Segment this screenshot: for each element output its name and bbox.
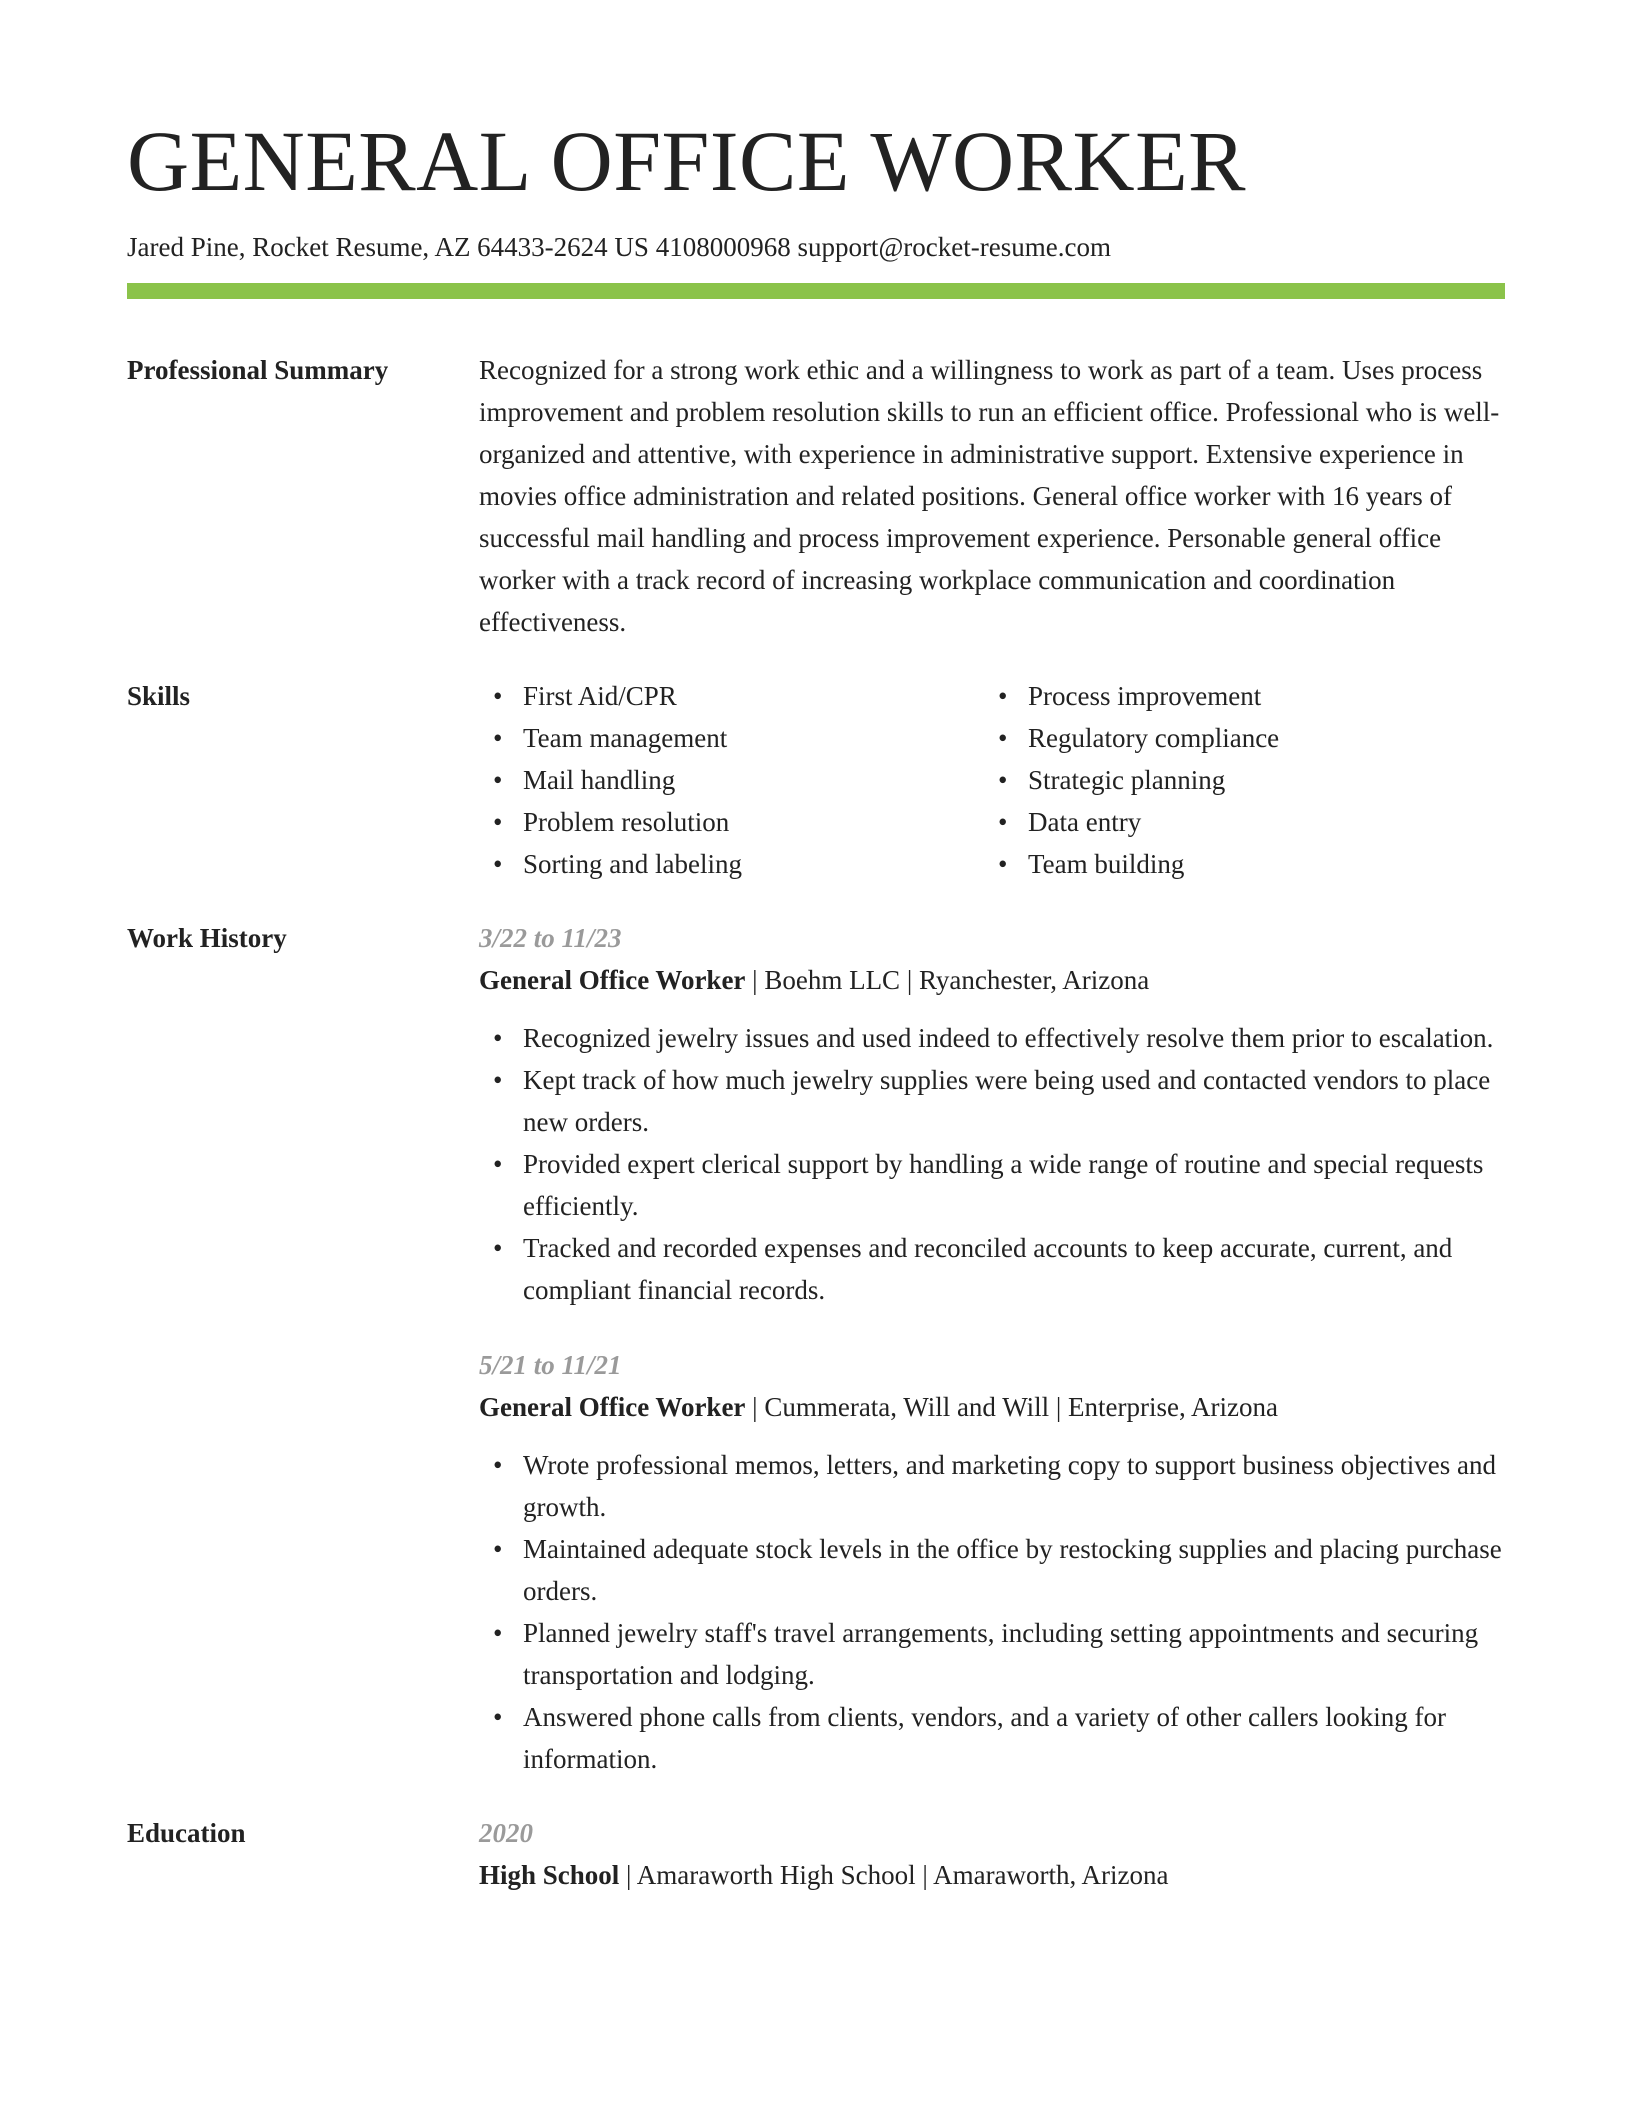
skills-section (127, 675, 1505, 885)
job-bullets (479, 1444, 1505, 1780)
skill-item: • Data entry (1028, 801, 1489, 843)
education-line (479, 1854, 1505, 1896)
skill-item: • Team building (1028, 843, 1489, 885)
job-title-line (479, 1386, 1505, 1428)
skills-columns (479, 675, 1505, 885)
contact-line: Jared Pine, Rocket Resume, AZ 64433-2624 US 4108000968 support@rocket-resume.com (127, 232, 1111, 262)
job-bullet: • Maintained adequate stock levels in the office by restocking supplies and placing purchase orders. (523, 1528, 1505, 1612)
education-school-location: | Amaraworth High School | Amaraworth, Arizona (619, 1860, 1169, 1891)
education-section (127, 1812, 1505, 1896)
skill-item: • Strategic planning (1028, 759, 1489, 801)
summary-title: Professional Summary (127, 355, 389, 386)
summary-text: Recognized for a strong work ethic and a willingness to work as part of a team. Uses process improvement and problem resolution skills to run an efficient office. Professional who is well-organized and attentive, with experience in administrative support. Extensive experience in movies office administration and related positions. General office worker with 16 years of successful mail handling and process improvement experience. Personable general office worker with a track record of increasing workplace communication and coordination effectiveness. (479, 355, 1500, 638)
job-bullet: • Recognized jewelry issues and used indeed to effectively resolve them prior to escalation. (523, 1017, 1505, 1059)
job-role: General Office Worker (479, 965, 746, 996)
skill-item: • Team management (523, 717, 984, 759)
resume-name-heading: GENERAL OFFICE WORKER (127, 113, 1246, 209)
summary-section (127, 349, 1505, 643)
job-dates: 5/21 to 11/21 (479, 1350, 622, 1381)
job-role: General Office Worker (479, 1392, 746, 1423)
work-history-title: Work History (127, 923, 287, 954)
skill-item: • Sorting and labeling (523, 843, 984, 885)
work-history-section (127, 917, 1505, 1780)
education-degree: High School (479, 1860, 620, 1891)
skill-item: • Regulatory compliance (1028, 717, 1489, 759)
job-title-line (479, 959, 1505, 1001)
header-divider (127, 283, 1505, 299)
job-bullets (479, 1017, 1505, 1311)
job-employer-location: | Boehm LLC | Ryanchester, Arizona (745, 965, 1150, 996)
job-dates: 3/22 to 11/23 (479, 923, 622, 954)
job-bullet: • Tracked and recorded expenses and reconciled accounts to keep accurate, current, and compliant financial records. (523, 1227, 1505, 1311)
skills-list-right (984, 675, 1489, 885)
resume-page (127, 113, 1505, 1896)
education-year: 2020 (479, 1818, 533, 1849)
skill-item: • Process improvement (1028, 675, 1489, 717)
job-bullet: • Provided expert clerical support by handling a wide range of routine and special requests efficiently. (523, 1143, 1505, 1227)
skills-title: Skills (127, 681, 191, 712)
skill-item: • Problem resolution (523, 801, 984, 843)
job-employer-location: | Cummerata, Will and Will | Enterprise, Arizona (745, 1392, 1278, 1423)
education-title: Education (127, 1818, 246, 1849)
skill-item: • First Aid/CPR (523, 675, 984, 717)
job-entry (479, 917, 1505, 1311)
skills-list-left (479, 675, 984, 885)
job-bullet: • Wrote professional memos, letters, and marketing copy to support business objectives and growth. (523, 1444, 1505, 1528)
job-entry (479, 1344, 1505, 1780)
job-bullet: • Planned jewelry staff's travel arrangements, including setting appointments and securing transportation and lodging. (523, 1612, 1505, 1696)
skill-item: • Mail handling (523, 759, 984, 801)
job-bullet: • Kept track of how much jewelry supplies were being used and contacted vendors to place new orders. (523, 1059, 1505, 1143)
job-bullet: • Answered phone calls from clients, vendors, and a variety of other callers looking for information. (523, 1696, 1505, 1780)
